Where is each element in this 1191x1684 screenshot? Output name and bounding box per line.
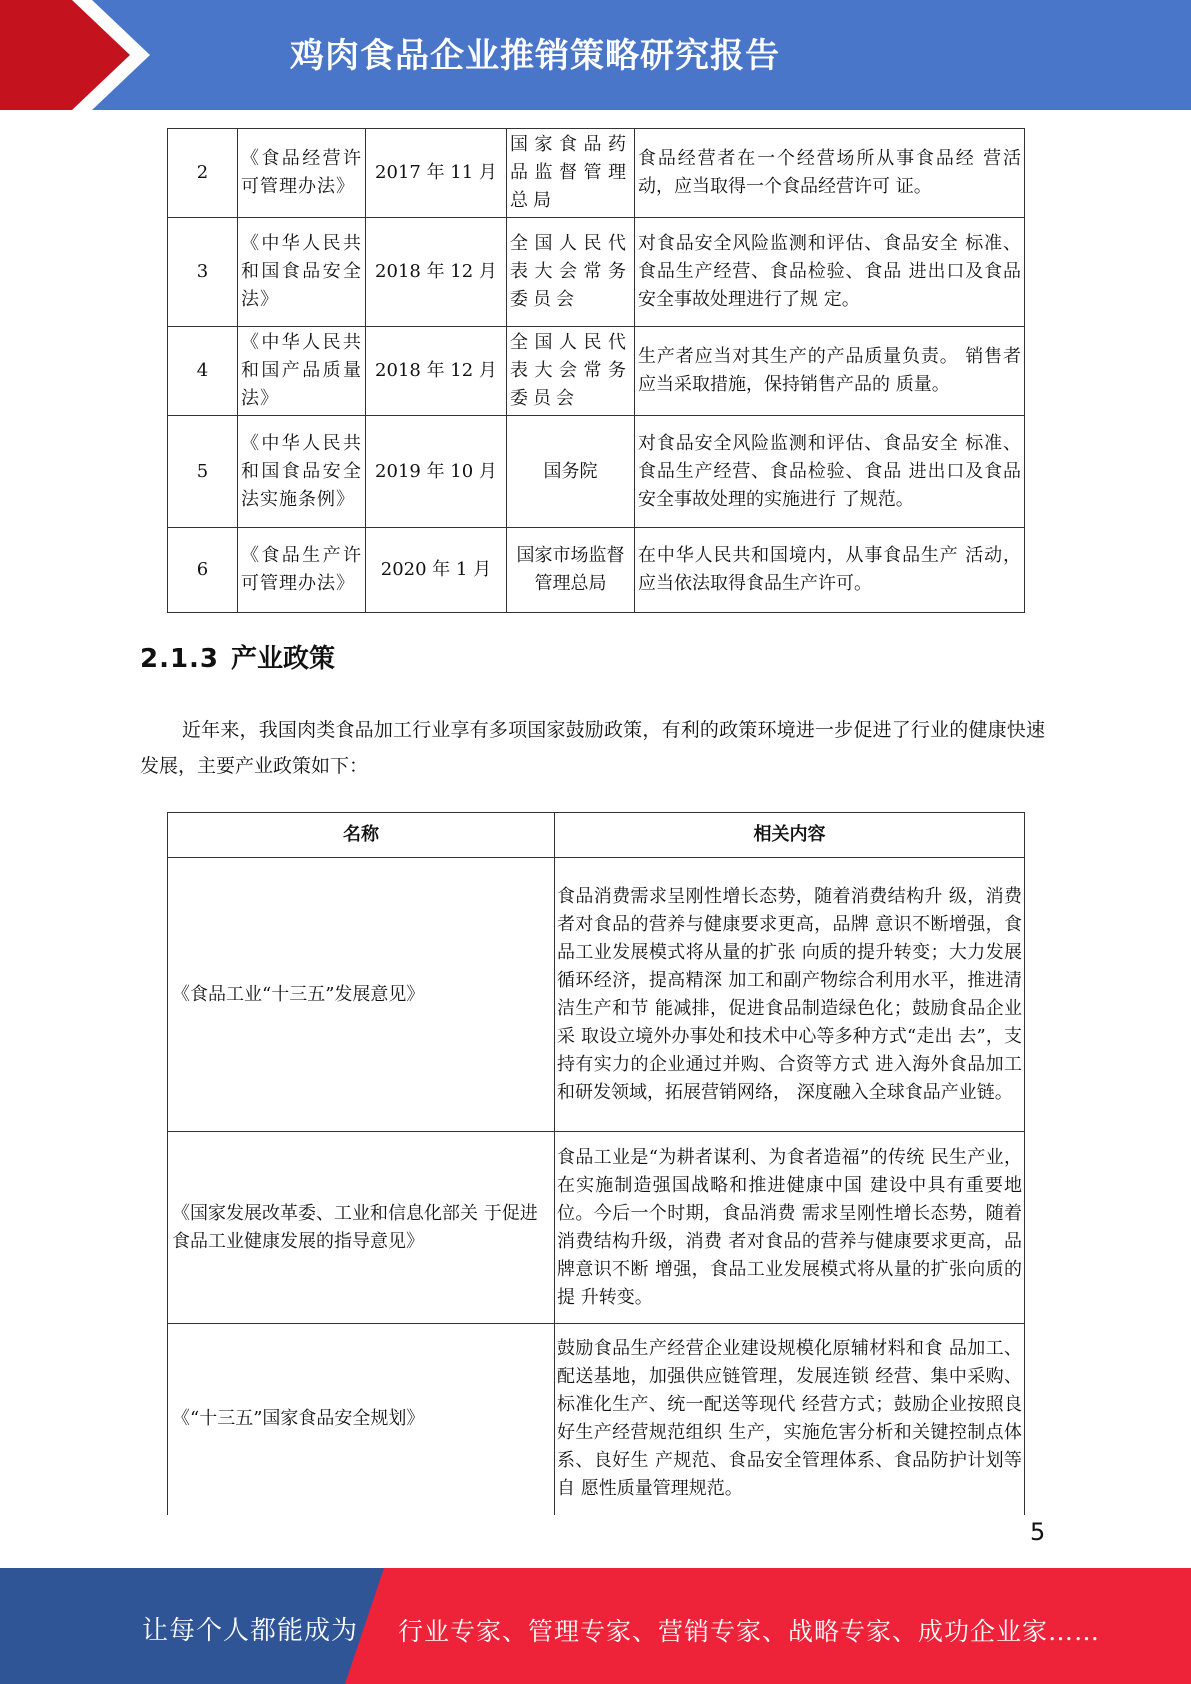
row-number: 2 [168,129,238,218]
regulations-table [167,128,1025,613]
issuing-authority: 国家市场监督管理总局 [507,528,635,613]
policy-name: 《“十三五”国家食品安全规划》 [168,1324,555,1515]
issuing-authority: 国家食品药品监督管理总局 [507,129,635,218]
regulation-content: 生产者应当对其生产的产品质量负责。 销售者应当采取措施，保持销售产品的 质量。 [635,327,1025,416]
body-paragraph: 近年来，我国肉类食品加工行业享有多项国家鼓励政策，有利的政策环境进一步促进了行业的健康快速发展，主要产业政策如下： [140,719,1045,777]
policy-table [167,812,1025,1515]
page-number: 5 [1030,1518,1046,1546]
regulation-content: 食品经营者在一个经营场所从事食品经 营活动，应当取得一个食品经营许可 证。 [635,129,1025,218]
policy-content: 食品工业是“为耕者谋利、为食者造福”的传统 民生产业，在实施制造强国战略和推进健康中国 建设中具有重要地位。今后一个时期，食品消费 需求呈刚性增长态势，随着消费结构升级，消费 者对食品的营养与健康要求更高，品牌意识不断 增强，食品工业发展模式将从量的扩张向质的提 升转变。 [555,1132,1025,1324]
report-title: 鸡肉食品企业推销策略研究报告 [290,36,780,76]
table-row [168,218,1025,327]
footer-slogan-right: 行业专家、管理专家、营销专家、战略专家、成功企业家…… [398,1617,1101,1646]
section-heading [140,638,335,675]
issuing-authority: 全国人民代表大会常务委员会 [507,218,635,327]
footer-slogan-left: 让每个人都能成为 [142,1616,359,1646]
regulation-name: 《中华人民共和国食品安全法实施条例》 [238,416,366,528]
page-header [0,0,1191,110]
policy-content: 鼓励食品生产经营企业建设规模化原辅材料和食 品加工、配送基地，加强供应链管理，发展连锁 经营、集中采购、标准化生产、统一配送等现代 经营方式；鼓励企业按照良好生产经营规范组织 生产，实施危害分析和关键控制点体系、良好生 产规范、食品安全管理体系、食品防护计划等自 愿性质量管理规范。 [555,1324,1025,1515]
header-arrow-decoration [0,0,160,110]
regulation-content: 对食品安全风险监测和评估、食品安全 标准、食品生产经营、食品检验、食品 进出口及食品安全事故处理进行了规 定。 [635,218,1025,327]
table-row [168,416,1025,528]
effective-date: 2017 年 11 月 [366,129,507,218]
effective-date: 2018 年 12 月 [366,327,507,416]
row-number: 4 [168,327,238,416]
column-header-name: 名称 [168,813,555,858]
table-row [168,1324,1025,1515]
regulation-name: 《中华人民共和国产品质量法》 [238,327,366,416]
table-header-row [168,813,1025,858]
table-row [168,528,1025,613]
table-row [168,858,1025,1132]
page-footer [0,1568,1191,1684]
row-number: 6 [168,528,238,613]
row-number: 5 [168,416,238,528]
regulation-name: 《食品生产许可管理办法》 [238,528,366,613]
policy-name: 《国家发展改革委、工业和信息化部关 于促进食品工业健康发展的指导意见》 [168,1132,555,1324]
section-title: 产业政策 [231,644,336,674]
effective-date: 2019 年 10 月 [366,416,507,528]
policy-content: 食品消费需求呈刚性增长态势，随着消费结构升 级，消费者对食品的营养与健康要求更高，品牌 意识不断增强，食品工业发展模式将从量的扩张 向质的提升转变；大力发展循环经济，提高精深 加工和副产物综合利用水平，推进清洁生产和节 能减排，促进食品制造绿色化；鼓励食品企业采 取设立境外办事处和技术中心等多种方式“走出 去”，支持有实力的企业通过并购、合资等方式 进入海外食品加工和研发领域，拓展营销网络， 深度融入全球食品产业链。 [555,858,1025,1132]
issuing-authority: 全国人民代表大会常务委员会 [507,327,635,416]
section-number: 2.1.3 [140,644,220,674]
effective-date: 2018 年 12 月 [366,218,507,327]
column-header-content: 相关内容 [555,813,1025,858]
effective-date: 2020 年 1 月 [366,528,507,613]
regulation-content: 对食品安全风险监测和评估、食品安全 标准、食品生产经营、食品检验、食品 进出口及食品安全事故处理的实施进行 了规范。 [635,416,1025,528]
issuing-authority: 国务院 [507,416,635,528]
row-number: 3 [168,218,238,327]
regulation-name: 《中华人民共和国食品安全法》 [238,218,366,327]
policy-name: 《食品工业“十三五”发展意见》 [168,858,555,1132]
table-row [168,1132,1025,1324]
table-row [168,129,1025,218]
table-row [168,327,1025,416]
regulation-content: 在中华人民共和国境内，从事食品生产 活动，应当依法取得食品生产许可。 [635,528,1025,613]
regulation-name: 《食品经营许可管理办法》 [238,129,366,218]
